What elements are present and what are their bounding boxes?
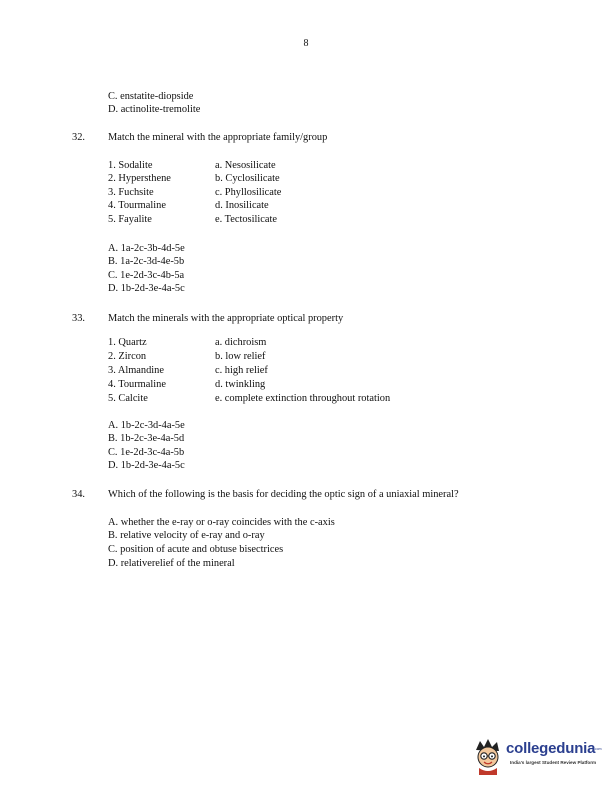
q33-option-c: C. 1e-2d-3c-4a-5b <box>108 447 185 458</box>
q33-right-a: a. dichroism <box>215 337 267 348</box>
q33-right-d: d. twinkling <box>215 379 266 390</box>
mascot-icon <box>470 738 506 776</box>
q32-option-a: A. 1a-2c-3b-4d-5e <box>108 243 185 254</box>
q33-right-b: b. low relief <box>215 351 266 362</box>
q31-option-d: D. actinolite-tremolite <box>108 104 201 115</box>
q32-right-d: d. Inosilicate <box>215 200 269 211</box>
q32-number: 32. <box>72 132 85 143</box>
q33-stem: Match the minerals with the appropriate optical property <box>108 313 344 324</box>
logo-tagline: India's largest Student Review Platform <box>510 760 597 765</box>
q32-left-1: 1. Sodalite <box>108 160 153 171</box>
q34-stem: Which of the following is the basis for deciding the optic sign of a uniaxial mineral? <box>108 489 459 500</box>
q32-stem: Match the mineral with the appropriate family/group <box>108 132 328 143</box>
q34-number: 34. <box>72 489 85 500</box>
q32-option-d: D. 1b-2d-3e-4a-5c <box>108 283 185 294</box>
q33-option-a: A. 1b-2c-3d-4a-5e <box>108 420 185 431</box>
q33-left-2: 2. Zircon <box>108 351 147 362</box>
q32-right-a: a. Nesosilicate <box>215 160 276 171</box>
q34-option-c: C. position of acute and obtuse bisectrices <box>108 544 284 555</box>
q32-right-e: e. Tectosilicate <box>215 214 277 225</box>
collegedunia-logo <box>470 738 602 778</box>
q31-option-c: C. enstatite-diopside <box>108 91 194 102</box>
q34-option-d: D. relativerelief of the mineral <box>108 558 235 569</box>
q32-right-b: b. Cyclosilicate <box>215 173 280 184</box>
q33-left-3: 3. Almandine <box>108 365 164 376</box>
q33-option-b: B. 1b-2c-3e-4a-5d <box>108 433 185 444</box>
q34-option-a: A. whether the e-ray or o-ray coincides with the c-axis <box>108 517 335 528</box>
q33-option-d: D. 1b-2d-3e-4a-5c <box>108 460 185 471</box>
q33-right-e: e. complete extinction throughout rotation <box>215 393 391 404</box>
q32-left-2: 2. Hypersthene <box>108 173 171 184</box>
q32-left-3: 3. Fuchsite <box>108 187 154 198</box>
q32-right-c: c. Phyllosilicate <box>215 187 282 198</box>
page-number: 8 <box>303 38 309 49</box>
q32-option-b: B. 1a-2c-3d-4e-5b <box>108 256 185 267</box>
q32-left-5: 5. Fayalite <box>108 214 152 225</box>
q33-left-1: 1. Quartz <box>108 337 147 348</box>
q32-left-4: 4. Tourmaline <box>108 200 166 211</box>
logo-domain: .com <box>594 747 602 751</box>
logo-wordmark: collegedunia <box>506 740 596 757</box>
q33-left-4: 4. Tourmaline <box>108 379 166 390</box>
q33-number: 33. <box>72 313 85 324</box>
q34-option-b: B. relative velocity of e-ray and o-ray <box>108 530 265 541</box>
q33-right-c: c. high relief <box>215 365 268 376</box>
q33-left-5: 5. Calcite <box>108 393 148 404</box>
q32-option-c: C. 1e-2d-3c-4b-5a <box>108 270 185 281</box>
